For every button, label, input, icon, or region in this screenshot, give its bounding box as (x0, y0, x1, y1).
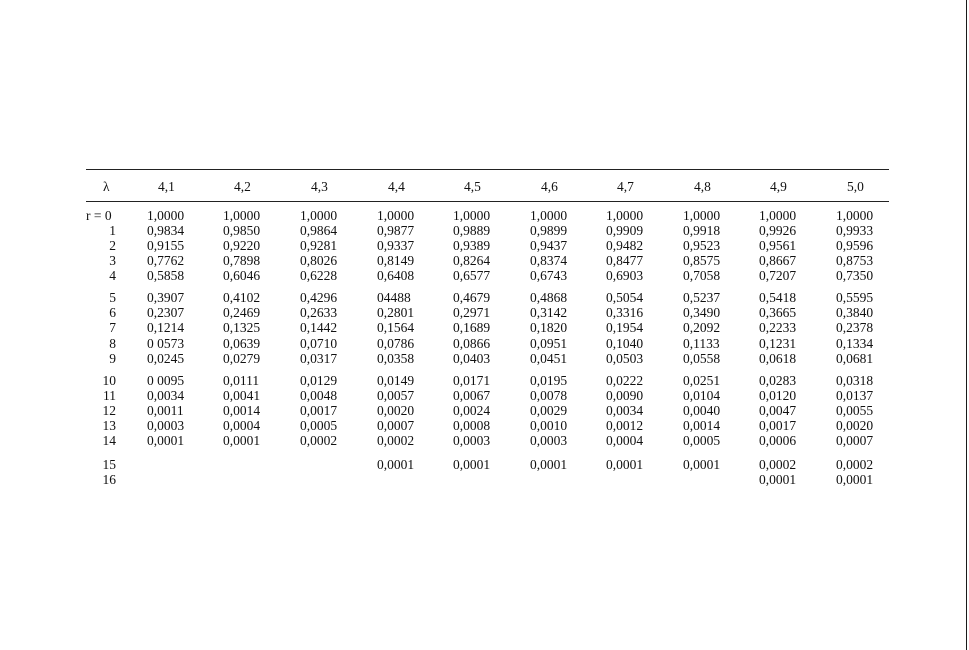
table-cell: 0,0283 (759, 373, 797, 388)
table-cell: 0,4296 (300, 290, 338, 305)
table-cell: 0,0041 (223, 388, 261, 403)
table-cell: 0,5418 (759, 290, 797, 305)
table-cell: 0,0005 (683, 433, 721, 448)
table-cell: 0,0040 (683, 403, 721, 418)
table-cell: 0,0010 (530, 418, 568, 433)
table-cell: 0,0001 (836, 472, 874, 487)
table-cell: 0,2092 (683, 320, 721, 335)
table-cell: 0,0251 (683, 373, 721, 388)
table-cell: 0,0001 (606, 457, 644, 472)
table-cell: 0 0095 (147, 373, 185, 388)
table-cell: 0,8026 (300, 253, 338, 268)
table-cell: 0,0451 (530, 351, 568, 366)
table-cell: 0,2378 (836, 320, 874, 335)
table-cell: 0,0034 (606, 403, 644, 418)
column-header-lambda: 4,6 (541, 179, 558, 194)
table-cell: 0,7058 (683, 268, 721, 283)
table-cell: 0,5858 (147, 268, 185, 283)
table-cell: 0,7207 (759, 268, 797, 283)
table-cell: 0,9482 (606, 238, 644, 253)
table-cell: 0,0318 (836, 373, 874, 388)
table-cell: 0,1040 (606, 336, 644, 351)
table-cell: 0,0558 (683, 351, 721, 366)
table-cell: 0,9155 (147, 238, 185, 253)
table-cell: 0,4868 (530, 290, 568, 305)
table-cell: 0,6577 (453, 268, 491, 283)
table-cell: 0,0007 (836, 433, 874, 448)
table-top-rule (86, 169, 889, 170)
lambda-header: λ (103, 179, 110, 194)
table-cell: 0,9437 (530, 238, 568, 253)
table-cell: 0,0005 (300, 418, 338, 433)
table-cell: 0,7898 (223, 253, 261, 268)
table-cell: 0,0020 (836, 418, 874, 433)
table-cell: 1,0000 (377, 208, 415, 223)
table-cell: 0,0002 (759, 457, 797, 472)
table-cell: 0,0003 (530, 433, 568, 448)
column-header-lambda: 4,8 (694, 179, 711, 194)
table-cell: 0,0317 (300, 351, 338, 366)
row-label: 14 (102, 433, 116, 448)
table-cell: 0,7762 (147, 253, 185, 268)
table-cell: 0,0008 (453, 418, 491, 433)
table-cell: 0,1442 (300, 320, 338, 335)
table-cell: 0,3665 (759, 305, 797, 320)
table-cell: 0 0573 (147, 336, 185, 351)
column-header-lambda: 4,7 (617, 179, 634, 194)
table-cell: 0,5054 (606, 290, 644, 305)
row-label: 3 (109, 253, 116, 268)
row-label: 8 (109, 336, 116, 351)
table-cell: 0,6903 (606, 268, 644, 283)
table-cell: 0,9561 (759, 238, 797, 253)
row-label: 15 (102, 457, 116, 472)
table-cell: 0,9889 (453, 223, 491, 238)
table-cell: 0,2307 (147, 305, 185, 320)
table-cell: 0,0001 (453, 457, 491, 472)
table-cell: 0,0014 (223, 403, 261, 418)
table-cell: 0,0057 (377, 388, 415, 403)
table-cell: 1,0000 (683, 208, 721, 223)
table-cell: 0,3316 (606, 305, 644, 320)
table-cell: 0,4102 (223, 290, 261, 305)
table-cell: 0,0029 (530, 403, 568, 418)
table-cell: 0,2469 (223, 305, 261, 320)
table-cell: 0,0681 (836, 351, 874, 366)
table-cell: 0,5237 (683, 290, 721, 305)
table-cell: 0,9281 (300, 238, 338, 253)
table-cell: 0,0149 (377, 373, 415, 388)
table-cell: 0,0048 (300, 388, 338, 403)
table-cell: 0,0358 (377, 351, 415, 366)
table-cell: 0,0866 (453, 336, 491, 351)
table-cell: 0,0012 (606, 418, 644, 433)
row-label: 4 (109, 268, 116, 283)
row-label: 7 (109, 320, 116, 335)
table-cell: 0,0002 (300, 433, 338, 448)
table-cell: 0,0503 (606, 351, 644, 366)
table-cell: 0,2971 (453, 305, 491, 320)
table-cell: 1,0000 (223, 208, 261, 223)
table-cell: 0,9918 (683, 223, 721, 238)
table-cell: 0,9834 (147, 223, 185, 238)
table-cell: 0,9337 (377, 238, 415, 253)
table-cell: 0,0090 (606, 388, 644, 403)
table-cell: 1,0000 (530, 208, 568, 223)
table-cell: 0,8753 (836, 253, 874, 268)
column-header-lambda: 4,5 (464, 179, 481, 194)
row-label: 5 (109, 290, 116, 305)
table-cell: 0,9596 (836, 238, 874, 253)
column-header-lambda: 5,0 (847, 179, 864, 194)
table-cell: 0,0137 (836, 388, 874, 403)
table-cell: 0,0245 (147, 351, 185, 366)
table-cell: 0,0006 (759, 433, 797, 448)
table-cell: 0,0001 (147, 433, 185, 448)
row-label: 1 (109, 223, 116, 238)
table-cell: 0,6228 (300, 268, 338, 283)
table-cell: 0,0024 (453, 403, 491, 418)
column-header-lambda: 4,3 (311, 179, 328, 194)
table-cell: 0,1231 (759, 336, 797, 351)
table-cell: 0,0017 (300, 403, 338, 418)
row-label-r0: r = 0 (86, 208, 112, 223)
table-cell: 0,0639 (223, 336, 261, 351)
table-cell: 0,1334 (836, 336, 874, 351)
table-cell: 0,0222 (606, 373, 644, 388)
table-cell: 0,0171 (453, 373, 491, 388)
table-cell: 0,0034 (147, 388, 185, 403)
table-cell: 0,0078 (530, 388, 568, 403)
table-cell: 0,9899 (530, 223, 568, 238)
table-cell: 0,1820 (530, 320, 568, 335)
table-cell: 0,0111 (223, 373, 260, 388)
table-cell: 04488 (377, 290, 411, 305)
column-header-lambda: 4,9 (770, 179, 787, 194)
table-cell: 0,2801 (377, 305, 415, 320)
table-cell: 0,0004 (223, 418, 261, 433)
table-cell: 0,9933 (836, 223, 874, 238)
table-cell: 0,6408 (377, 268, 415, 283)
table-cell: 0,7350 (836, 268, 874, 283)
row-label: 6 (109, 305, 116, 320)
row-label: 11 (103, 388, 116, 403)
table-cell: 1,0000 (147, 208, 185, 223)
table-cell: 0,4679 (453, 290, 491, 305)
table-cell: 0,1564 (377, 320, 415, 335)
table-cell: 0,0195 (530, 373, 568, 388)
table-cell: 0,0067 (453, 388, 491, 403)
table-cell: 1,0000 (453, 208, 491, 223)
table-cell: 0,3840 (836, 305, 874, 320)
table-cell: 0,0017 (759, 418, 797, 433)
table-cell: 0,0003 (147, 418, 185, 433)
table-cell: 0,0047 (759, 403, 797, 418)
table-header-rule (86, 201, 889, 202)
table-cell: 0,6046 (223, 268, 261, 283)
table-cell: 0,9389 (453, 238, 491, 253)
table-cell: 0,9926 (759, 223, 797, 238)
table-cell: 0,8667 (759, 253, 797, 268)
row-label: 12 (102, 403, 116, 418)
table-cell: 0,0002 (836, 457, 874, 472)
table-cell: 1,0000 (836, 208, 874, 223)
table-cell: 0,0007 (377, 418, 415, 433)
row-label: 13 (102, 418, 116, 433)
table-cell: 0,8374 (530, 253, 568, 268)
table-cell: 0,5595 (836, 290, 874, 305)
table-cell: 0,9909 (606, 223, 644, 238)
table-cell: 0,0120 (759, 388, 797, 403)
table-cell: 0,0014 (683, 418, 721, 433)
table-cell: 0,8477 (606, 253, 644, 268)
table-cell: 0,8575 (683, 253, 721, 268)
table-cell: 0,8149 (377, 253, 415, 268)
table-cell: 1,0000 (300, 208, 338, 223)
table-cell: 0,9877 (377, 223, 415, 238)
table-cell: 0,1689 (453, 320, 491, 335)
table-cell: 0,9523 (683, 238, 721, 253)
table-cell: 1,0000 (759, 208, 797, 223)
row-label: 2 (109, 238, 116, 253)
table-cell: 0,2233 (759, 320, 797, 335)
table-cell: 0,3142 (530, 305, 568, 320)
table-cell: 0,0001 (759, 472, 797, 487)
table-cell: 0,3907 (147, 290, 185, 305)
table-cell: 0,0786 (377, 336, 415, 351)
table-cell: 0,0951 (530, 336, 568, 351)
row-label: 10 (102, 373, 116, 388)
table-cell: 0,0004 (606, 433, 644, 448)
table-cell: 0,2633 (300, 305, 338, 320)
table-cell: 0,0001 (223, 433, 261, 448)
table-cell: 0,1214 (147, 320, 185, 335)
table-cell: 0,0011 (147, 403, 184, 418)
table-cell: 0,3490 (683, 305, 721, 320)
row-label: 16 (102, 472, 116, 487)
table-cell: 0,0279 (223, 351, 261, 366)
table-cell: 0,0129 (300, 373, 338, 388)
table-cell: 0,0104 (683, 388, 721, 403)
table-cell: 0,0403 (453, 351, 491, 366)
table-cell: 0,0001 (683, 457, 721, 472)
table-cell: 0,8264 (453, 253, 491, 268)
table-cell: 0,1325 (223, 320, 261, 335)
table-cell: 0,0001 (377, 457, 415, 472)
table-cell: 0,0710 (300, 336, 338, 351)
column-header-lambda: 4,4 (388, 179, 405, 194)
row-label: 9 (109, 351, 116, 366)
table-cell: 0,9864 (300, 223, 338, 238)
table-cell: 0,0003 (453, 433, 491, 448)
table-cell: 0,0002 (377, 433, 415, 448)
table-cell: 0,0001 (530, 457, 568, 472)
table-cell: 0,0055 (836, 403, 874, 418)
table-cell: 0,9850 (223, 223, 261, 238)
table-cell: 0,0618 (759, 351, 797, 366)
table-cell: 0,9220 (223, 238, 261, 253)
table-cell: 0,6743 (530, 268, 568, 283)
table-cell: 0,1133 (683, 336, 720, 351)
table-cell: 0,1954 (606, 320, 644, 335)
column-header-lambda: 4,2 (234, 179, 251, 194)
table-cell: 1,0000 (606, 208, 644, 223)
page-edge-line (966, 0, 967, 650)
table-cell: 0,0020 (377, 403, 415, 418)
column-header-lambda: 4,1 (158, 179, 175, 194)
